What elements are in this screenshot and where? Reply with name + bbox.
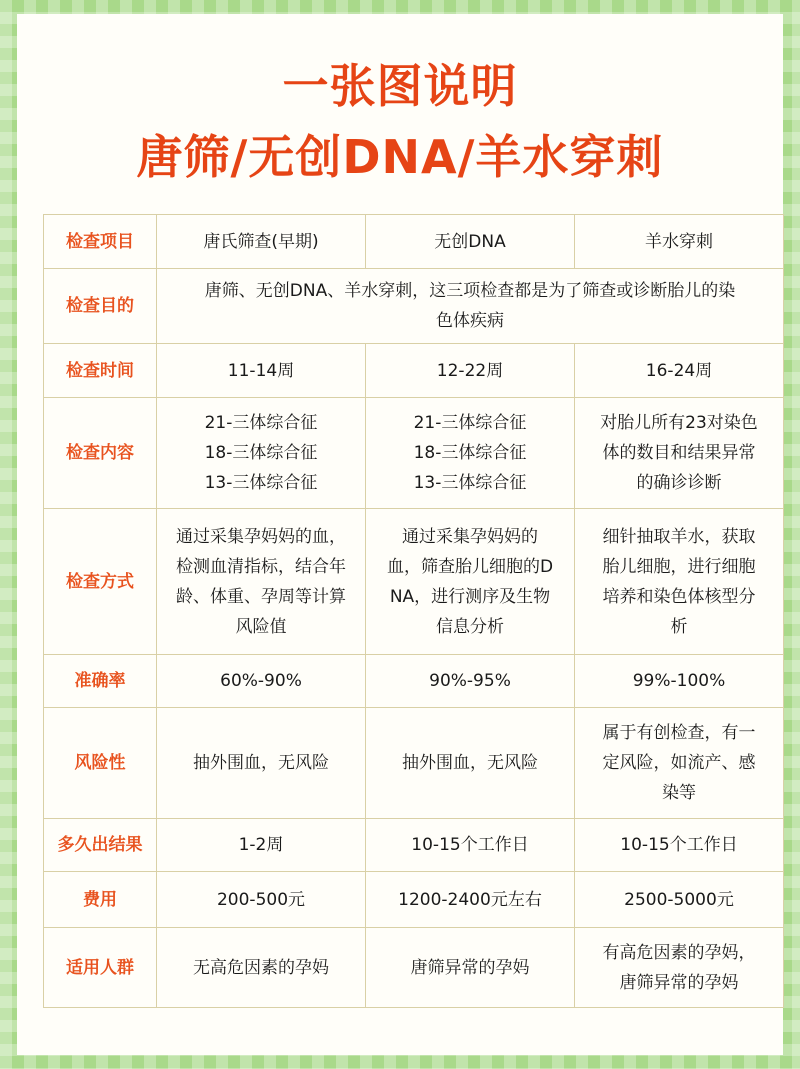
cell-text: 通过采集孕妈妈的血， 检测血清指标，结合年 龄、体重、孕周等计算 风险值 xyxy=(176,526,346,637)
table-cell xyxy=(575,398,784,509)
column-header-amniocentesis: 羊水穿刺 xyxy=(575,215,784,269)
table-cell: 抽外围血，无风险 xyxy=(366,708,575,819)
cell-text: 通过采集孕妈妈的 血，筛查胎儿细胞的D NA，进行测序及生物 信息分析 xyxy=(386,526,554,637)
table-cell: 10-15个工作日 xyxy=(575,819,784,872)
page-title-line2: 唐筛/无创DNA/羊水穿刺 xyxy=(136,130,664,184)
row-label: 多久出结果 xyxy=(44,819,157,872)
table-row-result-time xyxy=(44,819,784,872)
table-cell: 2500-5000元 xyxy=(575,872,784,928)
table-cell: 无高危因素的孕妈 xyxy=(157,928,366,1008)
row-label: 适用人群 xyxy=(44,928,157,1008)
row-label: 检查方式 xyxy=(44,509,157,655)
column-header-tang-screening: 唐氏筛查(早期) xyxy=(157,215,366,269)
table-row-content xyxy=(44,398,784,509)
cell-text: 属于有创检查，有一 定风险，如流产、感 染等 xyxy=(602,723,756,803)
table-cell xyxy=(366,509,575,655)
table-cell: 10-15个工作日 xyxy=(366,819,575,872)
table-cell: 99%-100% xyxy=(575,655,784,708)
cell-text: 细针抽取羊水，获取 胎儿细胞，进行细胞 培养和染色体核型分 析 xyxy=(602,526,756,637)
table-cell xyxy=(157,509,366,655)
row-label: 风险性 xyxy=(44,708,157,819)
row-label: 检查内容 xyxy=(44,398,157,509)
table-cell: 1-2周 xyxy=(157,819,366,872)
column-header-nipt: 无创DNA xyxy=(366,215,575,269)
cell-text: 21-三体综合征 18-三体综合征 13-三体综合征 xyxy=(413,413,527,493)
table-cell xyxy=(575,928,784,1008)
cell-text: 对胎儿所有23对染色 体的数目和结果异常 的确诊诊断 xyxy=(600,413,758,493)
table-cell: 60%-90% xyxy=(157,655,366,708)
content-card xyxy=(17,14,783,1055)
table-cell: 1200-2400元左右 xyxy=(366,872,575,928)
table-cell: 唐筛异常的孕妈 xyxy=(366,928,575,1008)
table-row-method xyxy=(44,509,784,655)
table-row-suitable xyxy=(44,928,784,1008)
table-cell: 16-24周 xyxy=(575,344,784,398)
table-row-cost xyxy=(44,872,784,928)
table-row-purpose xyxy=(44,269,784,344)
page-title-line1: 一张图说明 xyxy=(282,59,518,113)
table-cell: 11-14周 xyxy=(157,344,366,398)
purpose-text: 唐筛、无创DNA、羊水穿刺，这三项检查都是为了筛查或诊断胎儿的染 色体疾病 xyxy=(204,281,736,331)
table-cell: 12-22周 xyxy=(366,344,575,398)
table-cell xyxy=(575,509,784,655)
table-cell xyxy=(157,398,366,509)
table-row-accuracy xyxy=(44,655,784,708)
comparison-table xyxy=(43,214,784,1008)
table-row-risk xyxy=(44,708,784,819)
row-label: 检查项目 xyxy=(44,215,157,269)
row-label: 费用 xyxy=(44,872,157,928)
purpose-cell xyxy=(157,269,784,344)
table-cell: 抽外围血，无风险 xyxy=(157,708,366,819)
row-label: 检查时间 xyxy=(44,344,157,398)
table-row-header xyxy=(44,215,784,269)
cell-text: 有高危因素的孕妈， 唐筛异常的孕妈 xyxy=(602,942,756,993)
table-cell: 200-500元 xyxy=(157,872,366,928)
cell-text: 21-三体综合征 18-三体综合征 13-三体综合征 xyxy=(204,413,318,493)
table-cell xyxy=(366,398,575,509)
table-cell xyxy=(575,708,784,819)
table-cell: 90%-95% xyxy=(366,655,575,708)
row-label: 准确率 xyxy=(44,655,157,708)
row-label: 检查目的 xyxy=(44,269,157,344)
table-row-time xyxy=(44,344,784,398)
